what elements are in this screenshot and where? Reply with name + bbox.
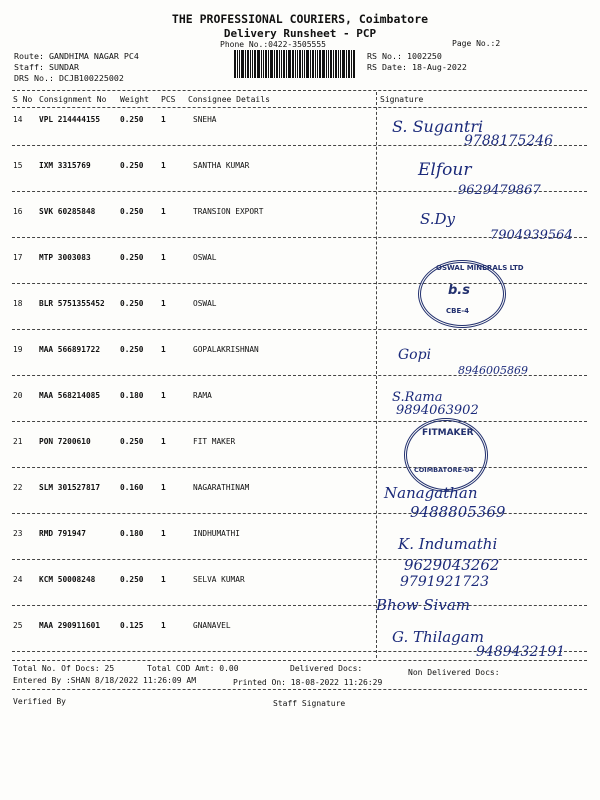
handwritten-phone: 9629479867 <box>458 183 541 198</box>
signature-text: K. Indumathi <box>398 535 498 553</box>
row-sno: 21 <box>13 437 23 446</box>
barcode-bar <box>342 50 345 78</box>
row-consignment: MAA 566891722 <box>39 345 101 354</box>
barcode-bar <box>274 50 275 78</box>
divider <box>12 107 587 108</box>
row-sno: 19 <box>13 345 23 354</box>
row-sno: 17 <box>13 253 23 262</box>
barcode-bar <box>302 50 303 78</box>
row-consignee: INDHUMATHI <box>193 529 240 538</box>
row-consignee: SELVA KUMAR <box>193 575 245 584</box>
row-consignment: MAA 568214085 <box>39 391 101 400</box>
page-number: Page No.:2 <box>452 39 501 48</box>
row-consignee: OSWAL <box>193 299 217 308</box>
divider <box>12 421 587 422</box>
verified-by: Verified By <box>13 697 66 706</box>
row-consignment: VPL 214444155 <box>39 115 101 124</box>
barcode-bar <box>261 50 262 78</box>
stamp-text: COIMBATORE-04 <box>414 466 474 474</box>
row-sno: 16 <box>13 207 23 216</box>
row-consignment: KCM 50008248 <box>39 575 96 584</box>
handwritten-phone: 8946005869 <box>458 364 528 377</box>
handwritten-phone: 9894063902 <box>396 403 479 418</box>
barcode-bar <box>234 50 236 78</box>
barcode-bar <box>237 50 238 78</box>
signature-text: G. Thilagam <box>392 628 484 646</box>
row-sno: 14 <box>13 115 23 124</box>
company-title: THE PROFESSIONAL COURIERS, Coimbatore <box>171 12 429 26</box>
stamp-signature: b.s <box>448 283 470 298</box>
barcode-bar <box>310 50 311 78</box>
row-consignment: MAA 290911601 <box>39 621 101 630</box>
barcode-bar <box>265 50 267 78</box>
row-consignee: TRANSION EXPORT <box>193 207 264 216</box>
row-pcs: 1 <box>161 437 166 446</box>
barcode-bar <box>326 50 327 78</box>
barcode-bar <box>333 50 334 78</box>
handwritten-phone: 9629043262 <box>404 556 500 574</box>
entered-by: Entered By :SHAN 8/18/2022 11:26:09 AM <box>13 676 197 685</box>
row-consignee: FIT MAKER <box>193 437 236 446</box>
barcode-bar <box>295 50 296 78</box>
row-pcs: 1 <box>161 161 166 170</box>
row-sno: 18 <box>13 299 23 308</box>
col-consignee: Consignee Details <box>188 95 270 104</box>
barcode-bar <box>353 50 355 78</box>
row-weight: 0.180 <box>120 391 144 400</box>
row-sno: 15 <box>13 161 23 170</box>
barcode-bar <box>254 50 256 78</box>
signature-text: S. Sugantri <box>392 117 484 136</box>
row-pcs: 1 <box>161 483 166 492</box>
row-sno: 20 <box>13 391 23 400</box>
barcode-bar <box>335 50 337 78</box>
row-weight: 0.250 <box>120 161 144 170</box>
row-weight: 0.250 <box>120 115 144 124</box>
stamp-text: FITMAKER <box>422 428 474 438</box>
row-pcs: 1 <box>161 115 166 124</box>
barcode-bar <box>322 50 325 78</box>
signature-text: Bhow Sivam <box>376 596 471 614</box>
row-weight: 0.250 <box>120 299 144 308</box>
row-weight: 0.180 <box>120 529 144 538</box>
handwritten-phone: 9488805369 <box>410 503 506 521</box>
printed-on: Printed On: 18-08-2022 11:26:29 <box>233 678 383 687</box>
barcode-bar <box>338 50 339 78</box>
row-consignee: SANTHA KUMAR <box>193 161 250 170</box>
barcode-bar <box>270 50 273 78</box>
divider <box>12 90 587 91</box>
barcode-bar <box>319 50 321 78</box>
barcode-bar <box>292 50 294 78</box>
barcode-bar <box>328 50 329 78</box>
row-sno: 23 <box>13 529 23 538</box>
divider <box>12 467 587 468</box>
barcode-bar <box>286 50 287 78</box>
barcode-bar <box>299 50 301 78</box>
row-sno: 25 <box>13 621 23 630</box>
row-sno: 24 <box>13 575 23 584</box>
row-weight: 0.250 <box>120 253 144 262</box>
staff-signature: Staff Signature <box>273 699 346 708</box>
row-pcs: 1 <box>161 253 166 262</box>
row-consignment: RMD 791947 <box>39 529 86 538</box>
barcode-bar <box>281 50 282 78</box>
signature-text: Gopi <box>398 347 432 363</box>
handwritten-phone: 7904939564 <box>490 228 573 243</box>
row-pcs: 1 <box>161 575 166 584</box>
signature-text: S.Dy <box>420 210 456 228</box>
stamp-text: OSWAL MINERALS LTD <box>436 264 524 272</box>
row-consignment: SVK 60285848 <box>39 207 96 216</box>
divider <box>12 605 587 606</box>
handwritten-phone: 9791921723 <box>400 574 490 590</box>
row-consignee: GNANAVEL <box>193 621 231 630</box>
barcode-bar <box>252 50 253 78</box>
barcode-bar <box>241 50 244 78</box>
barcode-bar <box>346 50 347 78</box>
barcode-bar <box>257 50 260 78</box>
barcode-bar <box>268 50 269 78</box>
delivered-docs: Delivered Docs: <box>290 664 363 673</box>
row-weight: 0.125 <box>120 621 144 630</box>
row-consignment: MTP 3003083 <box>39 253 91 262</box>
divider <box>12 559 587 560</box>
signature-text: Elfour <box>418 160 472 180</box>
barcode-bar <box>297 50 298 78</box>
barcode-bar <box>239 50 240 78</box>
rs-date: RS Date: 18-Aug-2022 <box>367 62 467 72</box>
row-consignment: SLM 301527817 <box>39 483 101 492</box>
row-weight: 0.250 <box>120 207 144 216</box>
barcode-bar <box>288 50 291 78</box>
barcode-bar <box>276 50 278 78</box>
row-sno: 22 <box>13 483 23 492</box>
row-consignment: PON 7200610 <box>39 437 91 446</box>
row-consignee: GOPALAKRISHNAN <box>193 345 259 354</box>
barcode-bar <box>247 50 249 78</box>
divider <box>12 329 587 330</box>
row-consignee: NAGARATHINAM <box>193 483 250 492</box>
staff-label: Staff: SUNDAR <box>14 62 79 72</box>
row-weight: 0.250 <box>120 437 144 446</box>
row-pcs: 1 <box>161 621 166 630</box>
row-pcs: 1 <box>161 391 166 400</box>
row-consignment: BLR 5751355452 <box>39 299 105 308</box>
barcode-bar <box>279 50 280 78</box>
handwritten-phone: 9788175246 <box>464 133 554 149</box>
barcode-bar <box>330 50 332 78</box>
row-consignment: IXM 3315769 <box>39 161 91 170</box>
col-weight: Weight <box>120 95 149 104</box>
barcode-bar <box>312 50 314 78</box>
phone-number: Phone No.:0422-3505555 <box>220 40 326 49</box>
barcode-bar <box>315 50 316 78</box>
row-pcs: 1 <box>161 345 166 354</box>
total-docs: Total No. Of Docs: 25 <box>13 664 115 673</box>
barcode-bar <box>250 50 251 78</box>
route-label: Route: GANDHIMA NAGAR PC4 <box>14 51 139 61</box>
non-delivered-docs: Non Delivered Docs: <box>408 668 500 677</box>
drs-number: DRS No.: DCJB100225002 <box>14 73 124 83</box>
handwritten-phone: 9489432191 <box>476 644 566 660</box>
row-weight: 0.160 <box>120 483 144 492</box>
col-sno: S No <box>13 95 33 104</box>
row-weight: 0.250 <box>120 575 144 584</box>
row-consignee: SNEHA <box>193 115 217 124</box>
barcode-bar <box>245 50 246 78</box>
rs-number: RS No.: 1002250 <box>367 51 442 61</box>
barcode-bar <box>263 50 264 78</box>
row-consignee: RAMA <box>193 391 212 400</box>
col-consignment: Consignment No <box>39 95 107 104</box>
barcode-bar <box>306 50 309 78</box>
barcode <box>234 50 360 78</box>
signature-text: Nanagathan <box>384 484 478 502</box>
divider <box>12 660 587 661</box>
barcode-bar <box>317 50 318 78</box>
stamp-text: CBE-4 <box>446 307 470 315</box>
total-cod: Total COD Amt: 0.00 <box>147 664 239 673</box>
row-weight: 0.250 <box>120 345 144 354</box>
barcode-bar <box>340 50 341 78</box>
barcode-bar <box>283 50 285 78</box>
row-pcs: 1 <box>161 299 166 308</box>
barcode-bar <box>348 50 350 78</box>
row-consignee: OSWAL <box>193 253 217 262</box>
runsheet-title: Delivery Runsheet - PCP <box>223 27 377 40</box>
signature-text: S.Rama <box>392 390 443 405</box>
col-pcs: PCS <box>161 95 176 104</box>
barcode-bar <box>351 50 352 78</box>
divider <box>12 689 587 690</box>
row-pcs: 1 <box>161 529 166 538</box>
col-signature: Signature <box>380 95 424 104</box>
row-pcs: 1 <box>161 207 166 216</box>
barcode-bar <box>304 50 305 78</box>
